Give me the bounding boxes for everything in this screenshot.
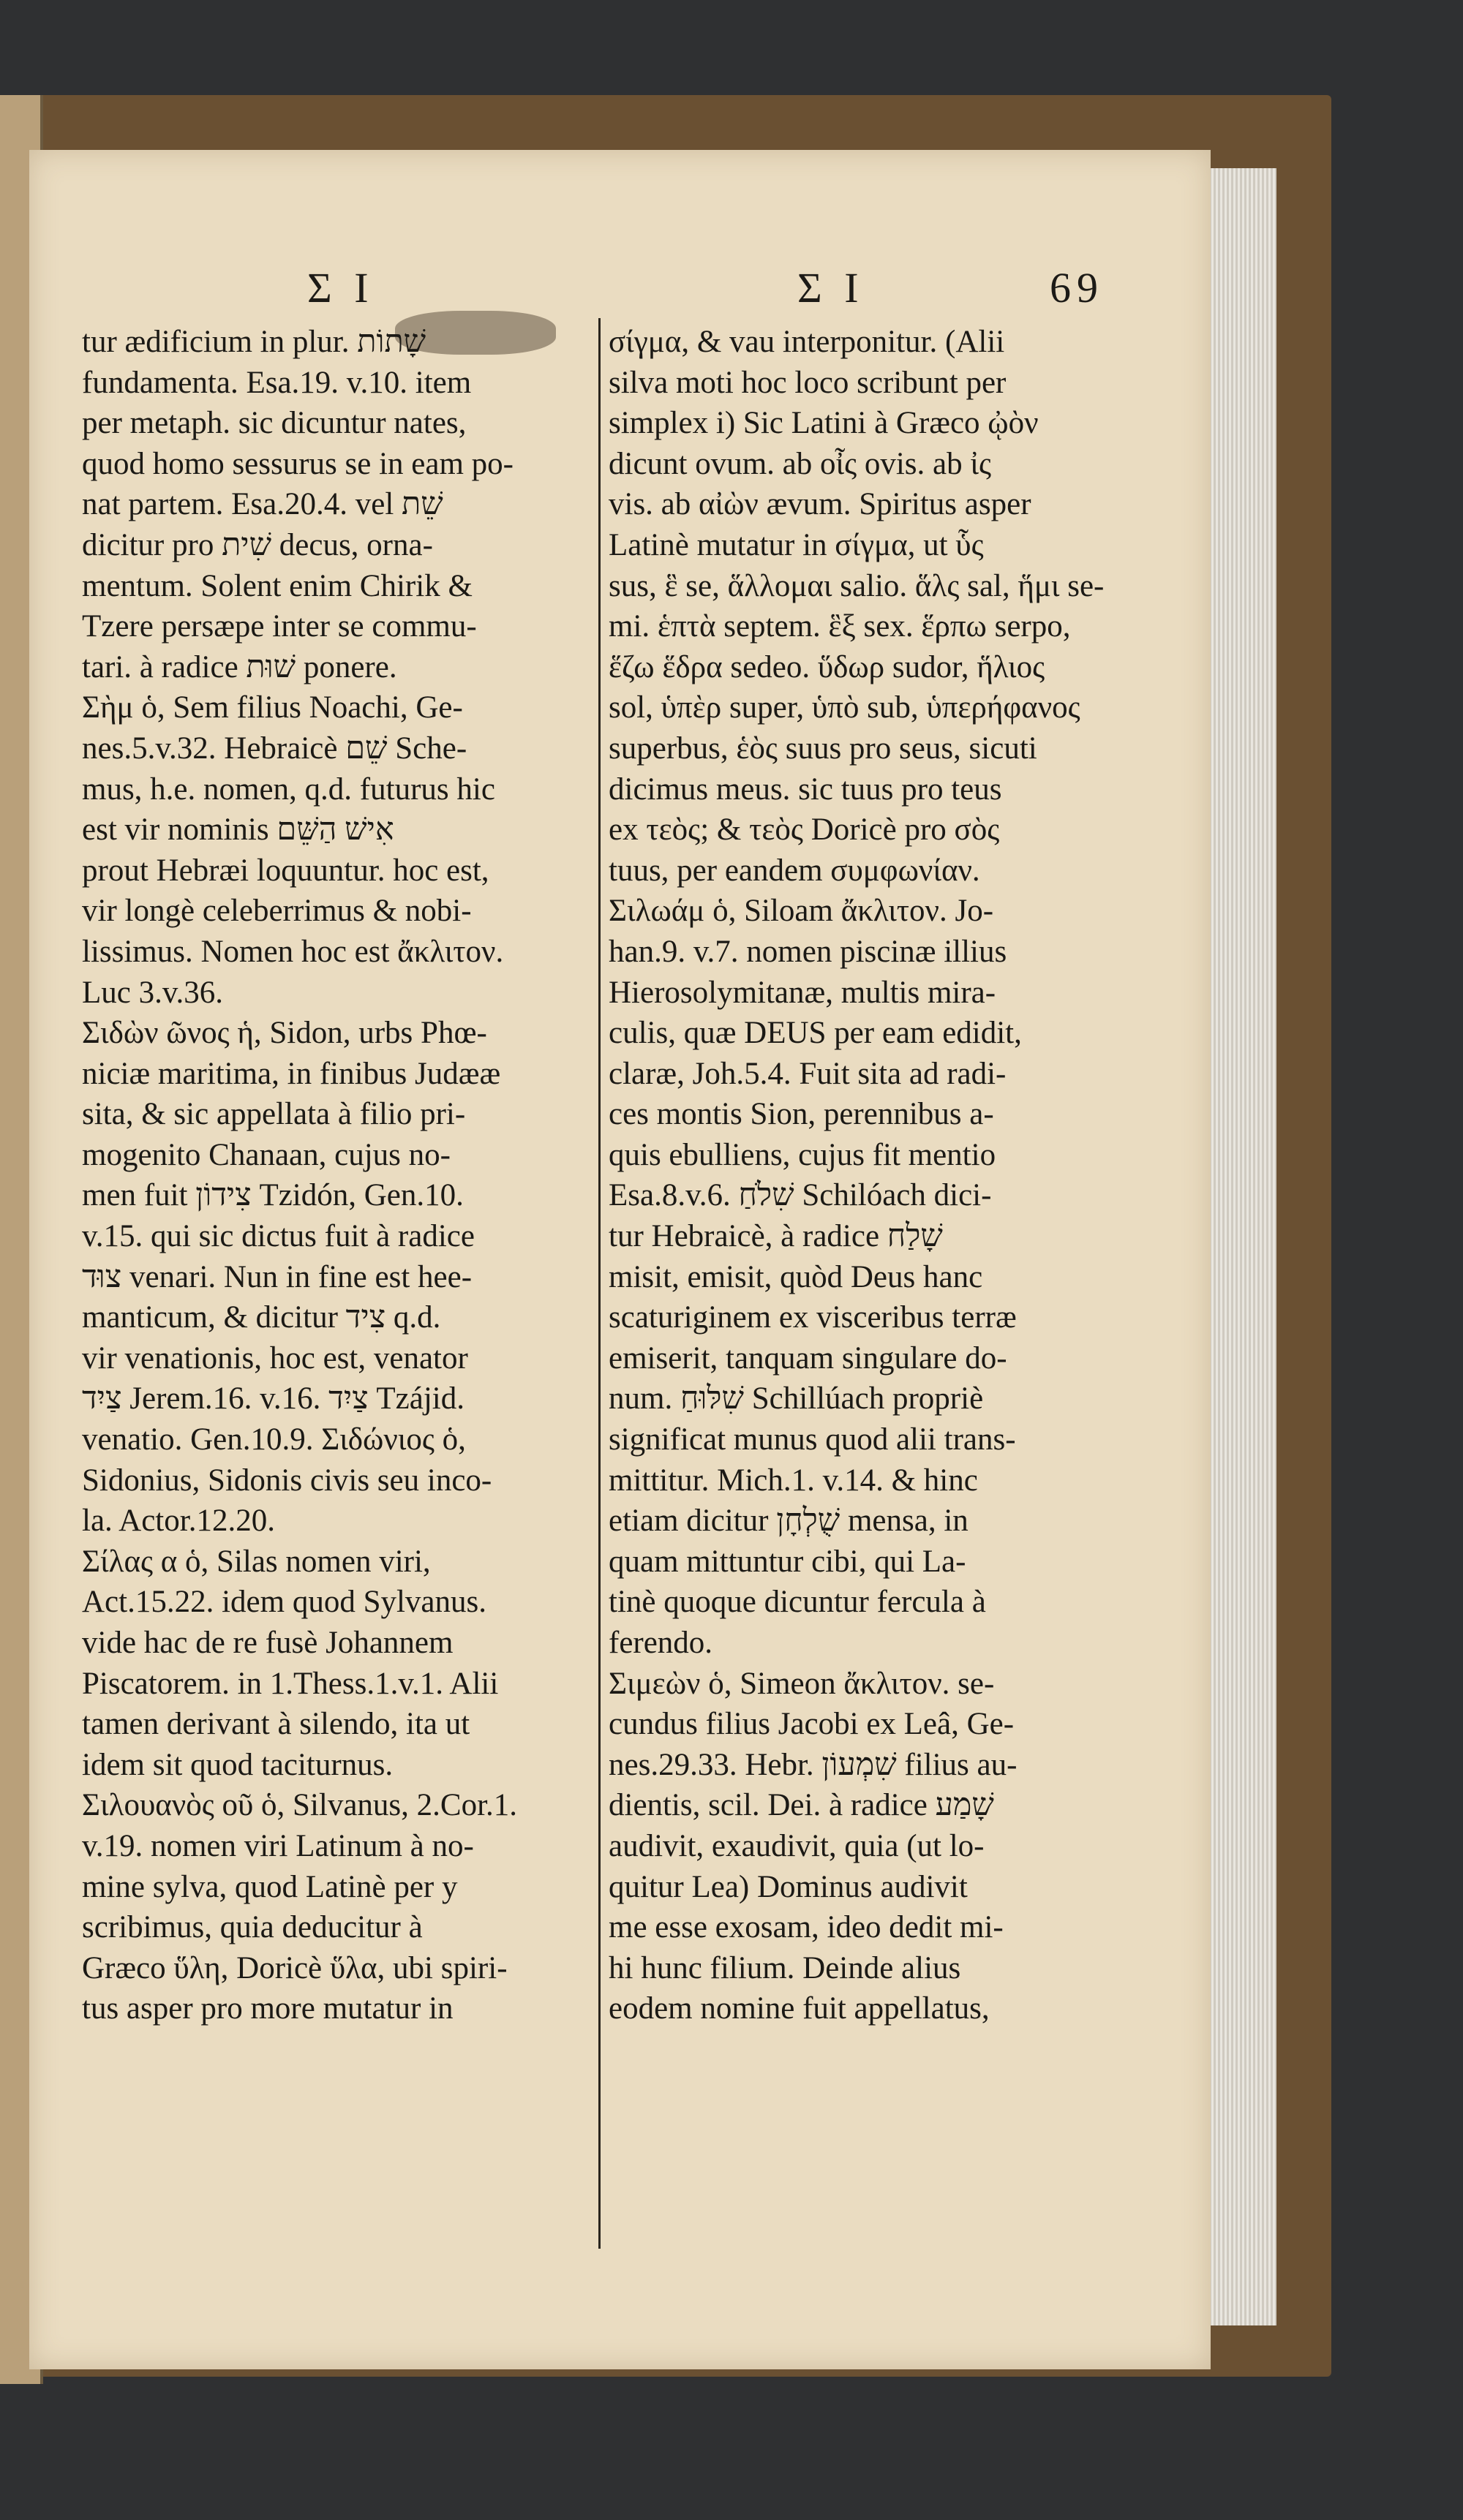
text-line: Sidonius, Sidonis civis seu inco- bbox=[82, 1463, 492, 1498]
text-line: niciæ maritima, in finibus Judææ bbox=[82, 1056, 501, 1091]
text-line: vis. ab αἰὼν ævum. Spiritus asper bbox=[609, 487, 1031, 522]
text-line: mus, h.e. nomen, q.d. futurus hic bbox=[82, 772, 495, 807]
text-line: idem sit quod taciturnus. bbox=[82, 1747, 394, 1782]
text-line: claræ, Joh.5.4. Fuit sita ad radi- bbox=[609, 1056, 1007, 1091]
text-line: etiam dicitur שֻׁלְחָן mensa, in bbox=[609, 1504, 969, 1539]
text-line: eodem nomine fuit appellatus, bbox=[609, 1991, 990, 2026]
text-line: misit, emisit, quòd Deus hanc bbox=[609, 1259, 983, 1294]
text-line: venatio. Gen.10.9. Σιδώνιος ὁ, bbox=[82, 1422, 466, 1457]
text-line: Σιδὼν ῶνος ἡ, Sidon, urbs Phœ- bbox=[82, 1016, 487, 1051]
text-line: lissimus. Nomen hoc est ἄκλιτον. bbox=[82, 934, 504, 969]
text-line: nat partem. Esa.20.4. vel שֵׁת bbox=[82, 487, 443, 522]
text-line: quitur Lea) Dominus audivit bbox=[609, 1869, 968, 1904]
text-line: vide hac de re fusè Johannem bbox=[82, 1626, 454, 1660]
text-line: scaturiginem ex visceribus terræ bbox=[609, 1300, 1017, 1335]
text-line: emiserit, tanquam singulare do- bbox=[609, 1340, 1007, 1376]
text-line: num. שִׁלּוּחַ Schillúach propriè bbox=[609, 1381, 984, 1416]
text-line: vir venationis, hoc est, venator bbox=[82, 1340, 468, 1376]
running-head-left: Σ I bbox=[307, 264, 375, 312]
text-line: sol, ὑπὲρ super, ὑπὸ sub, ὑπερήφανος bbox=[609, 690, 1080, 725]
text-line: per metaph. sic dicuntur nates, bbox=[82, 406, 467, 441]
text-line: mi. ἑπτὰ septem. ἓξ sex. ἕρπω serpo, bbox=[609, 609, 1071, 644]
text-line: mogenito Chanaan, cujus no- bbox=[82, 1137, 451, 1172]
text-line: Hierosolymitanæ, multis mira- bbox=[609, 975, 996, 1010]
text-line: simplex i) Sic Latini à Græco ᾠὸν bbox=[609, 406, 1039, 441]
text-line: han.9. v.7. nomen piscinæ illius bbox=[609, 934, 1007, 969]
text-line: tari. à radice שׁוּת ponere. bbox=[82, 649, 397, 684]
text-line: Σιλωάμ ὁ, Siloam ἄκλιτον. Jo- bbox=[609, 894, 994, 929]
text-line: Græco ὕλη, Doricè ὕλα, ubi spiri- bbox=[82, 1950, 508, 1985]
text-line: Esa.8.v.6. שִׁלֹחַ Schilóach dici- bbox=[609, 1178, 992, 1213]
text-line: σίγμα, & vau interponitur. (Alii bbox=[609, 325, 1005, 359]
text-line: audivit, exaudivit, quia (ut lo- bbox=[609, 1828, 985, 1863]
text-line: men fuit צִידוֹן Tzidón, Gen.10. bbox=[82, 1178, 464, 1213]
text-line: dicimus meus. sic tuus pro teus bbox=[609, 772, 1002, 807]
text-line: ces montis Sion, perennibus a- bbox=[609, 1097, 994, 1132]
text-line: Σιμεὼν ὁ, Simeon ἄκλιτον. se- bbox=[609, 1666, 995, 1701]
text-line: mittitur. Mich.1. v.14. & hinc bbox=[609, 1463, 978, 1498]
text-line: mentum. Solent enim Chirik & bbox=[82, 568, 473, 603]
text-line: quis ebulliens, cujus fit mentio bbox=[609, 1137, 996, 1172]
text-line: tur Hebraicè, à radice שָׁלַח bbox=[609, 1219, 943, 1254]
text-line: cundus filius Jacobi ex Leâ, Ge- bbox=[609, 1707, 1015, 1742]
text-line: quod homo sessurus se in eam po- bbox=[82, 446, 514, 481]
text-line: est vir nominis אִישׁ הַשֵּׁם bbox=[82, 812, 394, 848]
right-text-column bbox=[609, 322, 1113, 2029]
text-line: Act.15.22. idem quod Sylvanus. bbox=[82, 1585, 486, 1620]
text-line: Piscatorem. in 1.Thess.1.v.1. Alii bbox=[82, 1666, 499, 1701]
text-line: dicitur pro שִׁית decus, orna- bbox=[82, 527, 433, 562]
text-line: hi hunc filium. Deinde alius bbox=[609, 1950, 961, 1985]
text-line: sita, & sic appellata à filio pri- bbox=[82, 1097, 466, 1132]
text-line: silva moti hoc loco scribunt per bbox=[609, 365, 1007, 400]
text-line: Tzere persæpe inter se commu- bbox=[82, 609, 477, 644]
text-line: tinè quoque dicuntur fercula à bbox=[609, 1585, 986, 1620]
text-line: manticum, & dicitur צִיד q.d. bbox=[82, 1300, 441, 1335]
text-line: me esse exosam, ideo dedit mi- bbox=[609, 1910, 1004, 1945]
text-line: צוּד venari. Nun in fine est hee- bbox=[82, 1259, 473, 1294]
text-line: tamen derivant à silendo, ita ut bbox=[82, 1707, 470, 1742]
text-line: ἕζω ἕδρα sedeo. ὕδωρ sudor, ἥλιος bbox=[609, 649, 1045, 684]
running-head-center: Σ I bbox=[797, 264, 865, 312]
text-line: vir longè celeberrimus & nobi- bbox=[82, 894, 472, 929]
text-line: tuus, per eandem συμφωνίαν. bbox=[609, 853, 980, 888]
text-line: ex τεὸς; & τεὸς Doricè pro σὸς bbox=[609, 812, 1000, 848]
column-divider-rule bbox=[598, 318, 601, 2249]
text-line: la. Actor.12.20. bbox=[82, 1504, 275, 1539]
text-line: scribimus, quia deducitur à bbox=[82, 1910, 423, 1945]
text-line: v.19. nomen viri Latinum à no- bbox=[82, 1828, 474, 1863]
text-line: Σιλουανὸς οῦ ὁ, Silvanus, 2.Cor.1. bbox=[82, 1788, 518, 1823]
text-line: tur ædificium in plur. שָׁתוֹת bbox=[82, 325, 426, 359]
text-line: dientis, scil. Dei. à radice שָׁמַע bbox=[609, 1788, 994, 1823]
page-number: 69 bbox=[1050, 264, 1104, 312]
page-edges bbox=[1207, 168, 1276, 2325]
text-line: quam mittuntur cibi, qui La- bbox=[609, 1544, 966, 1579]
text-line: fundamenta. Esa.19. v.10. item bbox=[82, 365, 472, 400]
text-line: Σίλας α ὁ, Silas nomen viri, bbox=[82, 1544, 431, 1579]
text-line: nes.29.33. Hebr. שִׁמְעוֹן filius au- bbox=[609, 1747, 1018, 1782]
text-line: Σὴμ ὁ, Sem filius Noachi, Ge- bbox=[82, 690, 463, 725]
text-line: Latinè mutatur in σίγμα, ut ὗς bbox=[609, 527, 984, 562]
text-line: culis, quæ DEUS per eam edidit, bbox=[609, 1016, 1022, 1051]
text-line: significat munus quod alii trans- bbox=[609, 1422, 1016, 1457]
text-line: v.15. qui sic dictus fuit à radice bbox=[82, 1219, 475, 1254]
text-line: tus asper pro more mutatur in bbox=[82, 1991, 454, 2026]
text-line: צַיִד Jerem.16. v.16. צַיִד Tzájid. bbox=[82, 1381, 465, 1416]
text-line: mine sylva, quod Latinè per y bbox=[82, 1869, 458, 1904]
text-line: dicunt ovum. ab οἶς ovis. ab ἰς bbox=[609, 446, 991, 481]
text-line: ferendo. bbox=[609, 1626, 713, 1660]
text-line: sus, ἓ se, ἅλλομαι salio. ἅλς sal, ἥμι se- bbox=[609, 568, 1105, 603]
text-line: Luc 3.v.36. bbox=[82, 975, 224, 1010]
left-text-column bbox=[82, 322, 587, 2029]
text-line: nes.5.v.32. Hebraicè שֵׁם Sche- bbox=[82, 731, 467, 766]
text-line: prout Hebræi loquuntur. hoc est, bbox=[82, 853, 489, 888]
text-line: superbus, ἑὸς suus pro seus, sicuti bbox=[609, 731, 1037, 766]
